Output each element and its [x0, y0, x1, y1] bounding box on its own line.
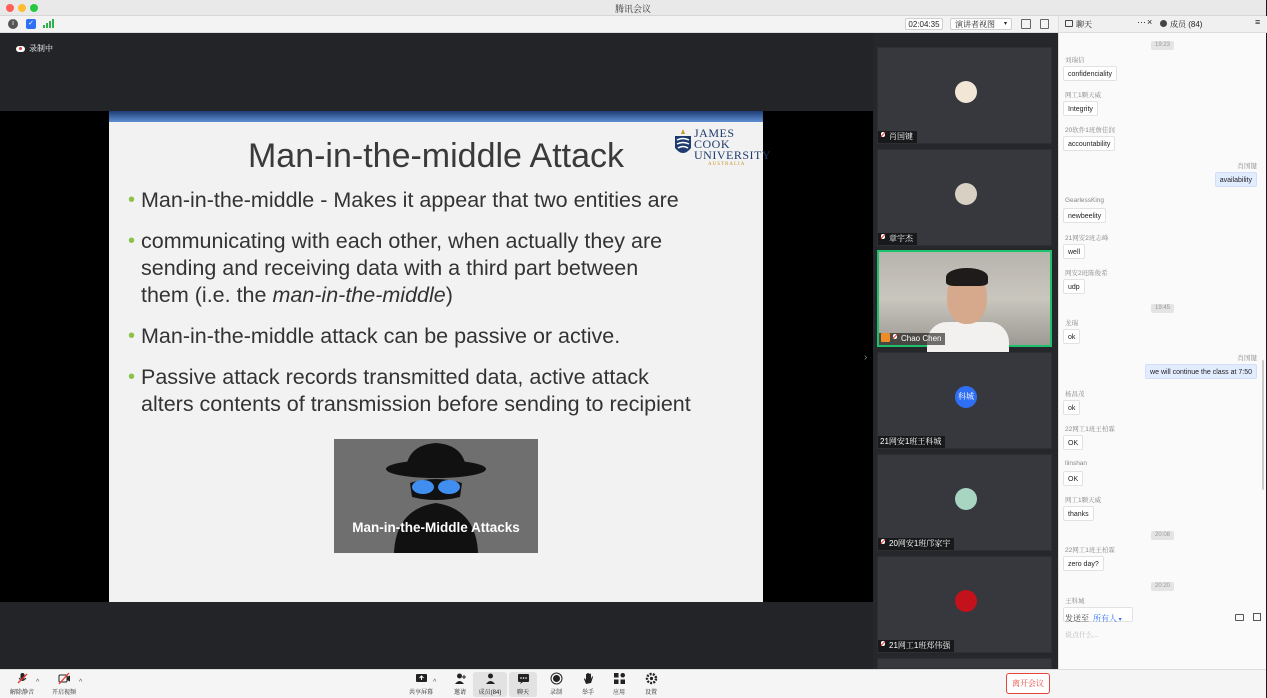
mic-icon [892, 334, 898, 342]
chat-sender: 网安2班陈俊希 [1065, 270, 1108, 277]
send-to-target[interactable]: 所有人 [1093, 614, 1117, 623]
participant-tile[interactable] [877, 556, 1052, 653]
chat-sender: 22网工1班王柏霖 [1065, 426, 1115, 433]
members-button[interactable] [473, 672, 507, 697]
close-icon[interactable]: × [1147, 17, 1153, 27]
window-title: 腾讯会议 [614, 4, 651, 14]
info-icon[interactable]: i [8, 19, 18, 29]
avatar [955, 183, 977, 205]
cloud-record-icon [16, 46, 25, 52]
participant-name: 21网工1班郑伟强 [889, 641, 951, 650]
participant-tile[interactable] [877, 454, 1052, 551]
mic-muted-icon [880, 641, 886, 649]
invite-icon [454, 672, 467, 685]
chat-input[interactable]: 说点什么... [1065, 632, 1099, 639]
chat-message: udp [1063, 279, 1085, 294]
apps-label: 应用 [612, 690, 625, 696]
view-mode-label: 演讲者视图 [955, 20, 995, 29]
slide-bullet-1 [128, 187, 679, 214]
chevron-up-icon[interactable]: ^ [79, 679, 83, 686]
chat-sender: 22网工1班王柏霖 [1065, 547, 1115, 554]
layout-icon[interactable] [1040, 19, 1049, 29]
jcu-logo [674, 126, 771, 168]
send-to-selector[interactable] [1065, 613, 1122, 624]
chevron-down-icon: ▾ [1003, 21, 1007, 27]
bullet-icon: • [128, 230, 136, 252]
settings-button[interactable] [631, 672, 671, 696]
view-mode-dropdown[interactable] [950, 18, 1012, 30]
menu-icon[interactable]: ≡ [1255, 17, 1261, 27]
participant-name: 21网安1班王科城 [880, 437, 942, 446]
mitm-illustration [334, 439, 538, 553]
hacker-icon [334, 439, 538, 553]
chat-message: OK [1063, 471, 1083, 486]
mic-muted-icon [880, 132, 886, 140]
settings-label: 设置 [644, 690, 657, 696]
send-to-label: 发送至 [1065, 614, 1089, 623]
bullet-icon: • [128, 189, 136, 211]
meeting-timer: 02:04:35 [905, 18, 943, 30]
chat-sender: llinshan [1065, 460, 1088, 467]
chat-message: ok [1063, 329, 1080, 344]
right-sidebar [1058, 16, 1266, 669]
share-screen-icon [415, 672, 428, 685]
participant-tile[interactable] [877, 352, 1052, 449]
chat-sender: 杨昌茂 [1065, 391, 1085, 398]
chat-message: well [1063, 244, 1085, 259]
participant-tile[interactable] [877, 658, 1052, 669]
chat-sender: 龙瑞 [1065, 320, 1078, 327]
chat-message: zero day? [1063, 556, 1104, 571]
bullet-line: Man-in-the-middle attack can be passive or active. [141, 324, 621, 348]
mitm-caption: Man-in-the-Middle Attacks [352, 520, 520, 535]
bullet-emphasis: man-in-the-middle [272, 283, 446, 307]
tab-members[interactable]: 成员 (84) [1170, 20, 1203, 29]
chat-sender: 肖国键 [1237, 163, 1257, 170]
bullet-line: alters contents of transmission before sending to recipient [141, 392, 691, 416]
jcu-crest-icon [674, 128, 692, 160]
chat-sender: 网工1颗天威 [1065, 497, 1102, 504]
chat-time: 19:23 [1151, 41, 1174, 50]
chat-label: 聊天 [516, 690, 529, 696]
avatar [955, 590, 977, 612]
more-icon[interactable]: ··· [1137, 17, 1146, 27]
apps-icon [613, 672, 626, 685]
chat-message-list[interactable] [1059, 33, 1267, 623]
chat-tab-icon [1065, 20, 1073, 27]
slide-bullet-4 [128, 364, 691, 418]
chevron-up-icon[interactable]: ^ [36, 679, 40, 686]
chat-message: confidenciality [1063, 66, 1117, 81]
jcu-logo-line3: AUSTRALIA [708, 162, 746, 167]
jcu-logo-line1: JAMES COOK [694, 126, 735, 151]
members-label: 成员(84) [478, 690, 502, 696]
chat-message: thanks [1063, 506, 1094, 521]
bullet-line-prefix: them (i.e. the [141, 283, 273, 307]
bullet-line: communicating with each other, when actually they are [141, 229, 663, 253]
bottom-control-bar [0, 669, 1266, 698]
bullet-icon: • [128, 325, 136, 347]
slide-bullet-2 [128, 228, 662, 309]
meeting-toolbar [0, 16, 1058, 33]
chat-sender: 肖国键 [1237, 355, 1257, 362]
jcu-logo-line2: UNIVERSITY [694, 148, 771, 162]
chat-sender: 21网安2班志峰 [1065, 235, 1109, 242]
participant-name: Chao Chen [901, 334, 942, 343]
members-icon [484, 672, 497, 685]
chat-sender: 20软件1班詹佳润 [1065, 127, 1115, 134]
screenshot-icon[interactable] [1253, 613, 1261, 621]
fullscreen-icon[interactable] [1021, 19, 1031, 29]
share-screen-label: 共享屏幕 [408, 690, 433, 696]
participant-name: 肖国键 [889, 132, 913, 141]
sidebar-tabs [1059, 16, 1267, 33]
shared-slide [109, 111, 771, 602]
chat-message: accountability [1063, 136, 1115, 151]
slide-bullet-3 [128, 323, 620, 350]
camera-off-icon [58, 672, 71, 685]
unmute-label: 解除静音 [9, 690, 34, 696]
start-video-label: 开启视频 [51, 690, 76, 696]
slide-title: Man-in-the-middle Attack [247, 137, 625, 175]
record-icon [550, 672, 563, 685]
chevron-up-icon[interactable]: ^ [433, 679, 437, 686]
bullet-line: sending and receiving data with a third part between [141, 256, 639, 280]
slide-header-bar [109, 111, 763, 122]
avatar [955, 81, 977, 103]
host-icon [881, 333, 890, 342]
recording-indicator [16, 43, 53, 54]
avatar: 科城 [955, 386, 977, 408]
chat-time: 20:08 [1151, 531, 1174, 540]
chat-time: 20:20 [1151, 582, 1174, 591]
chat-message: ok [1063, 400, 1080, 415]
bullet-line-suffix: ) [445, 283, 453, 307]
gear-icon [645, 672, 658, 685]
chat-sender: GearlessKing [1065, 197, 1105, 204]
participant-name: 20网安1班邝家宇 [889, 539, 951, 548]
chat-message: we will continue the class at 7:50 [1145, 364, 1257, 379]
chat-message: OK [1063, 435, 1083, 450]
signal-icon[interactable] [42, 19, 54, 29]
participant-tile[interactable] [877, 149, 1052, 246]
chat-icon [517, 672, 530, 685]
chat-scrollbar[interactable] [1262, 360, 1264, 490]
chat-sender: 刘瑞信 [1065, 57, 1085, 64]
chevron-down-icon: ▾ [1117, 617, 1122, 623]
chat-sender: 王科城 [1065, 598, 1085, 605]
recording-label: 录制中 [29, 44, 53, 53]
bullet-line: Man-in-the-middle - Makes it appear that two entities are [141, 188, 679, 212]
raise-hand-label: 举手 [581, 690, 594, 696]
chat-message: newbeelity [1063, 208, 1106, 223]
bullet-line: Passive attack records transmitted data, active attack [141, 365, 649, 389]
members-tab-icon [1160, 20, 1167, 27]
start-video-button[interactable] [44, 672, 84, 696]
chat-time: 19:45 [1151, 304, 1174, 313]
bullet-icon: • [128, 366, 136, 388]
mic-muted-icon [16, 672, 29, 685]
leave-meeting-button[interactable]: 离开会议 [1006, 673, 1050, 694]
title-bar [0, 0, 1266, 16]
chat-button[interactable] [509, 672, 537, 697]
folder-icon[interactable] [1235, 614, 1244, 621]
invite-label: 邀请 [453, 690, 466, 696]
bullet-line-emphasis [128, 282, 662, 309]
hand-icon [582, 672, 595, 685]
chat-message: Integrity [1063, 101, 1098, 116]
participant-strip [873, 33, 1058, 669]
tab-chat[interactable]: 聊天 [1076, 20, 1092, 29]
chat-message: availability [1215, 172, 1257, 187]
mic-muted-icon [880, 539, 886, 547]
chat-sender: 网工1颗天威 [1065, 92, 1102, 99]
participant-tile-active-speaker[interactable] [877, 250, 1052, 347]
avatar [955, 488, 977, 510]
shield-icon[interactable]: ✓ [26, 19, 36, 29]
mic-muted-icon [880, 234, 886, 242]
record-label: 录制 [549, 690, 562, 696]
chevron-right-icon[interactable]: › [864, 352, 868, 363]
participant-tile[interactable] [877, 47, 1052, 144]
participant-name: 章宇杰 [889, 234, 913, 243]
